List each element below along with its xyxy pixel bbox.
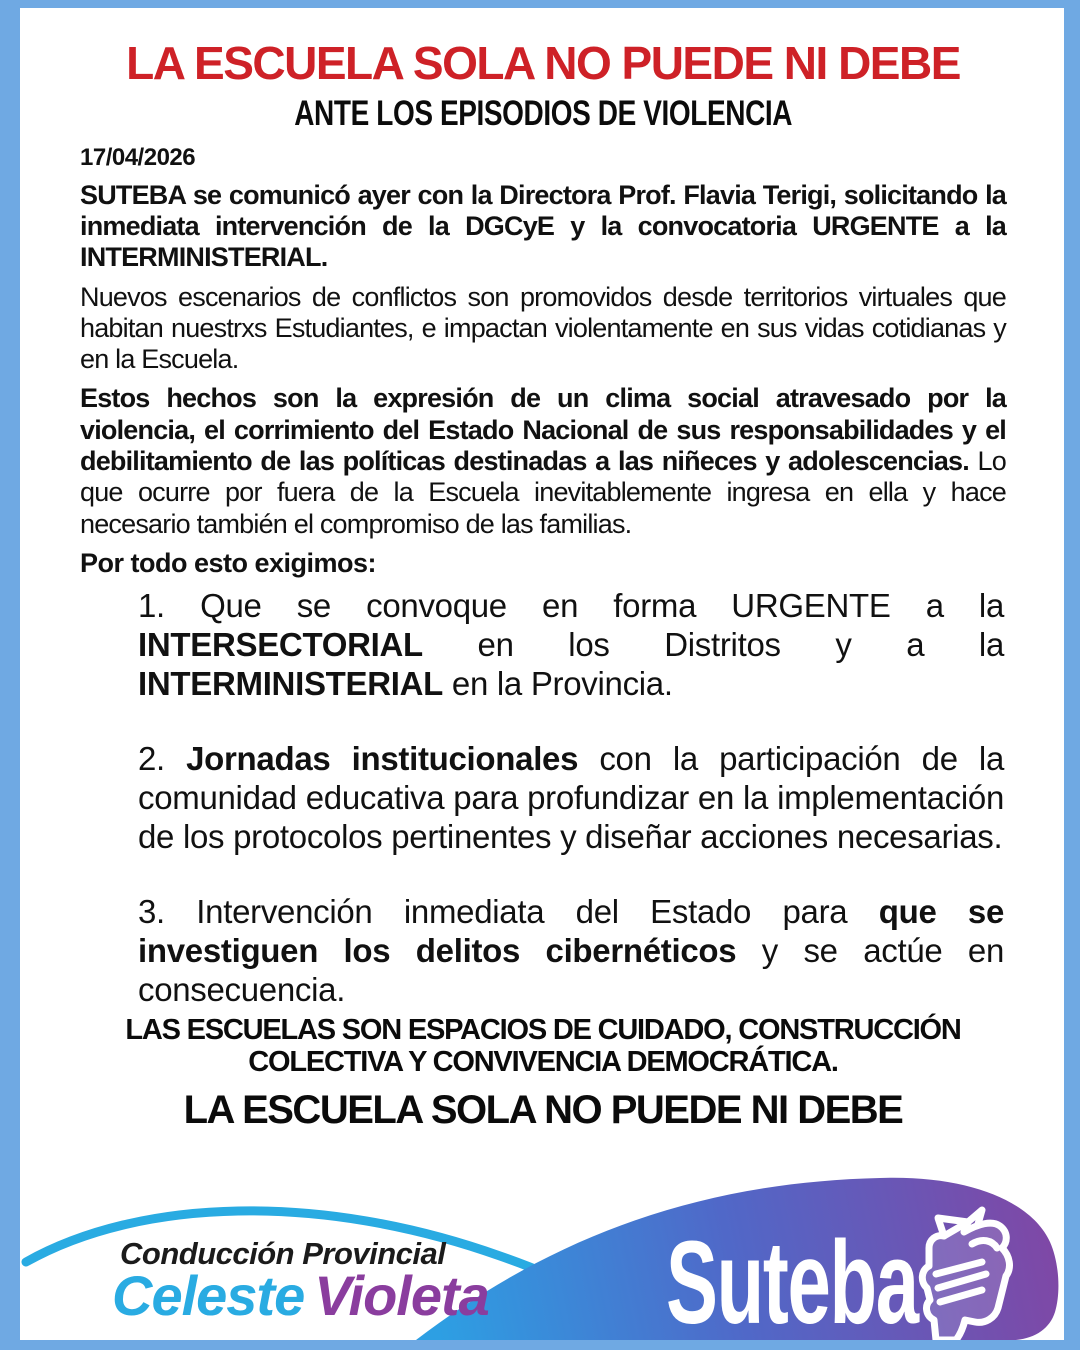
closing-statement-main: LA ESCUELA SOLA NO PUEDE NI DEBE: [183, 1088, 903, 1133]
demand-2-number: 2.: [138, 739, 187, 777]
demand-3-end: y se actúe en consecuencia.: [138, 931, 1004, 1008]
demand-3-delitos: que se investiguen los delitos cibernéticos: [138, 892, 1004, 969]
conduccion-provincial-label: Conducción Provincial: [120, 1236, 446, 1271]
demand-1-intersectorial: INTERSECTORIAL: [138, 625, 423, 663]
demands-list: [80, 587, 1006, 1009]
page-subtitle: ANTE LOS EPISODIOS DE VIOLENCIA: [294, 93, 792, 133]
demand-item-3: [138, 893, 1004, 1010]
paragraph-social-climate-rest: Lo que ocurre por fuera de la Escuela inevitablemente ingresa en ella y hace necesario también el compromiso de las familias.: [80, 446, 1006, 539]
demand-3-start: 3. Intervención inmediata del Estado para: [138, 892, 879, 930]
flyer-content: [20, 8, 1064, 1133]
demands-intro: Por todo esto exigimos:: [80, 548, 377, 579]
demand-2-rest: con la participación de la comunidad educativa para profundizar en la implementación de los protocolos pertinentes y diseñar acciones necesarias.: [138, 739, 1005, 855]
demand-item-1: [138, 587, 1004, 704]
footer: [20, 1170, 1064, 1340]
suteba-brand-label: Suteba: [666, 1217, 918, 1340]
demand-1-mid: en los Distritos y a la: [422, 625, 1004, 663]
demand-1-text: 1. Que se convoque en forma URGENTE a la: [138, 587, 1004, 625]
violeta-word: Violeta: [314, 1264, 489, 1327]
paragraph-social-climate: [80, 383, 1006, 540]
demand-2-jornadas: Jornadas institucionales: [186, 739, 579, 777]
flyer-page: [20, 8, 1064, 1340]
celeste-violeta-logo: [112, 1264, 489, 1327]
subtitle-row: [80, 94, 1006, 134]
page-title: LA ESCUELA SOLA NO PUEDE NI DEBE: [126, 37, 960, 89]
date-label: 17/04/2026: [80, 143, 196, 171]
paragraph-new-scenarios: Nuevos escenarios de conflictos son promovidos desde territorios virtuales que habitan nuestrxs Estudiantes, e impactan violentamente en sus vidas cotidianas y en la Escuela.: [80, 281, 1006, 375]
paragraph-suteba-communication: SUTEBA se comunicó ayer con la Directora Prof. Flavia Terigi, solicitando la inmediata intervención de la DGCyE y la convocatoria URGENTE a la INTERMINISTERIAL.: [80, 179, 1006, 273]
closing-statement-schools: LAS ESCUELAS SON ESPACIOS DE CUIDADO, CONSTRUCCIÓN COLECTIVA Y CONVIVENCIA DEMOCRÁTICA.: [125, 1014, 961, 1078]
celeste-word: Celeste: [112, 1264, 305, 1327]
demand-1-interministerial: INTERMINISTERIAL: [138, 664, 444, 702]
demand-item-2: [138, 740, 1004, 857]
paragraph-social-climate-bold: Estos hechos son la expresión de un clima social atravesado por la violencia, el corrimiento del Estado Nacional de sus responsabilidades y el debilitamiento de las políticas destinadas a las niñeces y adolescencias.: [80, 383, 1006, 477]
demand-1-end: en la Provincia.: [443, 664, 673, 702]
